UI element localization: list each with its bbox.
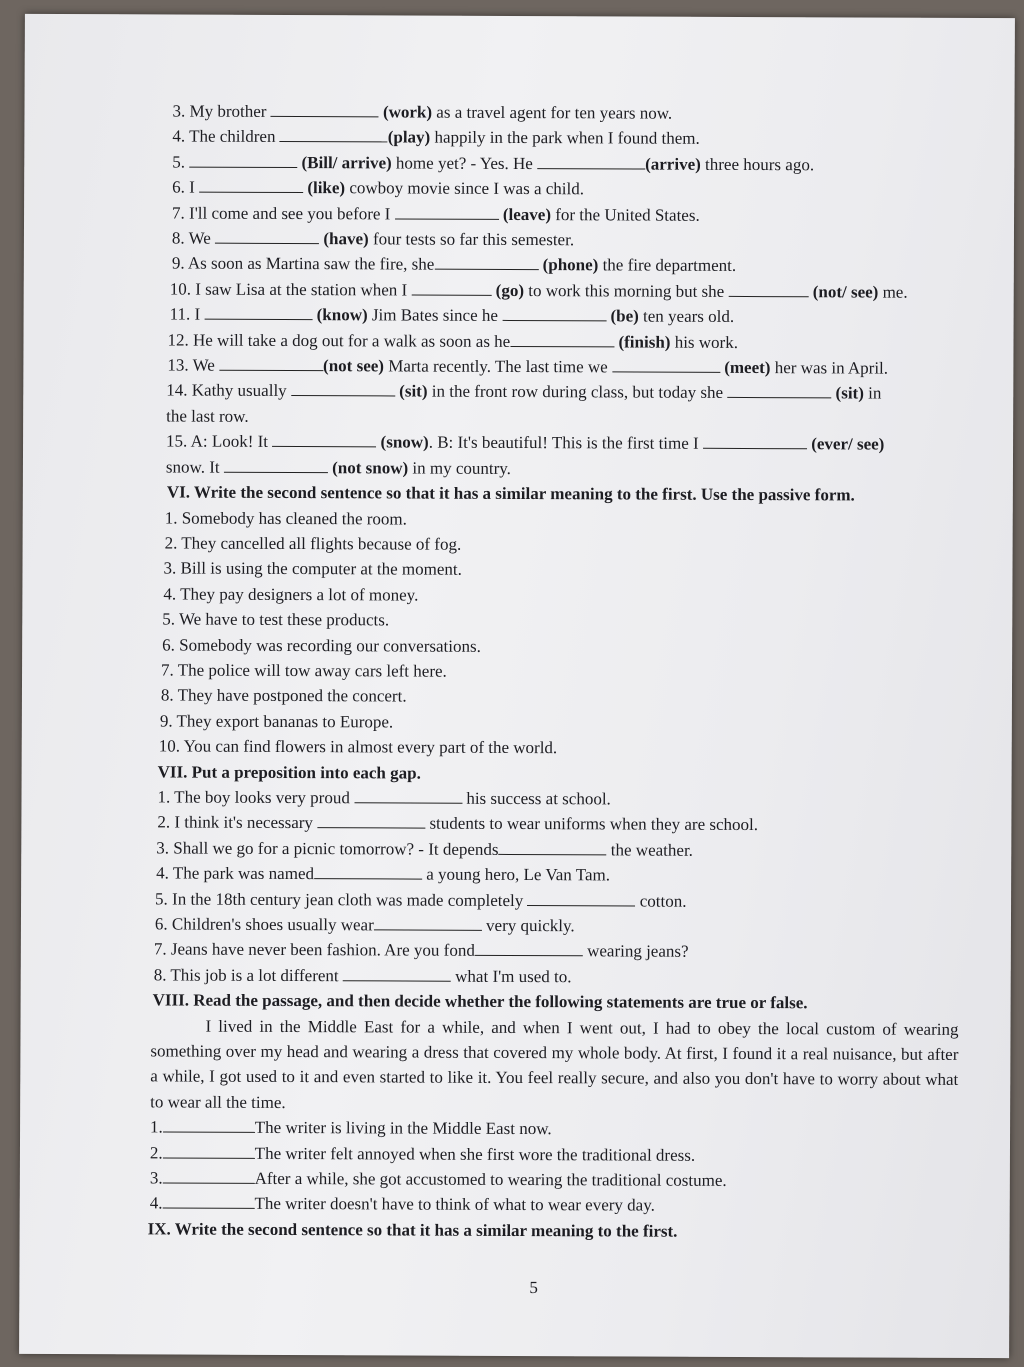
item-text: happily in the park when I found them. bbox=[430, 128, 700, 149]
item-text: 6. I bbox=[172, 177, 200, 197]
list-item: 2. They cancelled all flights because of fog. bbox=[164, 533, 462, 554]
item-number: 3. bbox=[149, 1168, 163, 1188]
item-number: 1. bbox=[150, 1117, 163, 1137]
list-item bbox=[131, 784, 961, 813]
item-text: four tests so far this semester. bbox=[368, 229, 575, 250]
item-text: cowboy movie since I was a child. bbox=[345, 178, 585, 199]
list-item: 7. The police will tow away cars left here. bbox=[161, 660, 447, 681]
exercise-line bbox=[133, 403, 963, 432]
verb-cue: (not see) bbox=[323, 356, 385, 376]
item-text: snow. It bbox=[165, 457, 224, 477]
list-item bbox=[131, 810, 961, 839]
exercise-line bbox=[134, 302, 964, 331]
exercise-line bbox=[134, 225, 964, 254]
item-text: 6. Children's shoes usually wear bbox=[154, 914, 374, 935]
item-text: 15. A: Look! It bbox=[166, 431, 273, 452]
list-item: 3. Bill is using the computer at the moment. bbox=[163, 558, 462, 580]
answer-blank[interactable] bbox=[219, 354, 323, 371]
item-text: The writer is living in the Middle East now. bbox=[254, 1118, 552, 1139]
item-text: 2. I think it's necessary bbox=[157, 812, 318, 833]
verb-cue: (finish) bbox=[618, 332, 671, 352]
list-item bbox=[131, 886, 961, 915]
exercise-line bbox=[134, 251, 964, 280]
exercise-line bbox=[133, 378, 963, 407]
true-false-item bbox=[130, 1191, 960, 1220]
verb-cue: (meet) bbox=[724, 357, 771, 378]
verb-cue: (go) bbox=[495, 280, 525, 300]
answer-blank[interactable] bbox=[395, 202, 499, 219]
answer-blank[interactable] bbox=[272, 430, 376, 447]
verb-cue: (work) bbox=[382, 102, 433, 122]
answer-blank[interactable] bbox=[434, 253, 538, 270]
item-text: ten years old. bbox=[638, 306, 735, 327]
answer-blank[interactable] bbox=[343, 964, 451, 981]
answer-blank[interactable] bbox=[374, 913, 482, 930]
verb-cue: (phone) bbox=[542, 255, 599, 275]
item-text: the weather. bbox=[606, 840, 693, 860]
list-item bbox=[131, 962, 961, 991]
answer-blank[interactable] bbox=[280, 125, 388, 142]
verb-cue: (ever/ see) bbox=[811, 434, 885, 454]
verb-cue: (have) bbox=[323, 229, 369, 249]
answer-blank[interactable] bbox=[502, 304, 606, 321]
exercise-line bbox=[133, 352, 963, 381]
item-text: the fire department. bbox=[598, 255, 737, 276]
item-text: in bbox=[863, 383, 882, 404]
list-item bbox=[131, 835, 961, 864]
answer-blank[interactable] bbox=[317, 812, 425, 829]
true-false-item bbox=[130, 1140, 960, 1169]
item-text: 4. The park was named bbox=[156, 863, 315, 884]
verb-cue: (not/ see) bbox=[812, 282, 879, 302]
exercise-line bbox=[133, 429, 963, 458]
item-number: 2. bbox=[149, 1143, 163, 1163]
item-text: 14. Kathy usually bbox=[166, 380, 291, 401]
item-text: 5. In the 18th century jean cloth was made completely bbox=[155, 889, 528, 910]
section-heading-vi: VI. Write the second sentence so that it has a similar meaning to the first. Use the passive form. bbox=[166, 482, 855, 505]
exercise-line bbox=[134, 175, 964, 204]
list-item: 5. We have to test these products. bbox=[162, 609, 390, 630]
item-text: the last row. bbox=[166, 406, 249, 426]
list-item: 9. They export bananas to Europe. bbox=[159, 711, 394, 732]
answer-blank[interactable] bbox=[314, 862, 422, 879]
answer-blank[interactable] bbox=[537, 152, 645, 169]
item-text: 9. As soon as Martina saw the fire, she bbox=[171, 253, 435, 275]
answer-blank[interactable] bbox=[224, 455, 328, 472]
answer-blank[interactable] bbox=[162, 1192, 254, 1209]
worksheet-content bbox=[130, 98, 965, 1245]
exercise-line bbox=[133, 327, 963, 356]
answer-blank[interactable] bbox=[703, 432, 807, 449]
answer-blank[interactable] bbox=[354, 786, 462, 803]
item-text: his success at school. bbox=[462, 788, 611, 809]
item-text: a young hero, Le Van Tam. bbox=[421, 864, 611, 885]
verb-cue: (like) bbox=[307, 178, 346, 198]
item-text: 7. I'll come and see you before I bbox=[172, 203, 395, 224]
item-text: The writer felt annoyed when she first wore the traditional dress. bbox=[254, 1143, 696, 1165]
item-text: 12. He will take a dog out for a walk as soon as he bbox=[167, 330, 511, 351]
answer-blank[interactable] bbox=[204, 303, 312, 320]
answer-blank[interactable] bbox=[528, 889, 636, 906]
answer-blank[interactable] bbox=[475, 939, 583, 956]
verb-cue: (sit) bbox=[399, 381, 428, 402]
answer-blank[interactable] bbox=[215, 227, 319, 244]
verb-cue: (be) bbox=[610, 306, 639, 326]
item-text: 3. My brother bbox=[172, 101, 271, 121]
item-text: Jim Bates since he bbox=[367, 305, 503, 326]
true-false-item bbox=[130, 1115, 960, 1144]
exercise-line bbox=[134, 124, 964, 153]
item-text: wearing jeans? bbox=[582, 941, 689, 962]
exercise-line bbox=[134, 276, 964, 305]
answer-blank[interactable] bbox=[163, 1116, 255, 1133]
item-text: 1. The boy looks very proud bbox=[157, 787, 355, 808]
answer-blank[interactable] bbox=[163, 1167, 255, 1184]
item-text: his work. bbox=[670, 332, 739, 352]
item-text: in my country. bbox=[408, 458, 512, 478]
item-text: 8. This job is a lot different bbox=[153, 965, 343, 986]
true-false-item bbox=[130, 1165, 960, 1194]
verb-cue: (leave) bbox=[502, 204, 552, 224]
list-item bbox=[131, 911, 961, 940]
item-text: 11. I bbox=[169, 304, 205, 324]
worksheet-page bbox=[19, 14, 1015, 1358]
verb-cue: (not snow) bbox=[332, 457, 409, 478]
list-item: 8. They have postponed the concert. bbox=[160, 685, 407, 706]
item-text: home yet? - Yes. He bbox=[391, 153, 538, 173]
answer-blank[interactable] bbox=[499, 838, 607, 855]
item-text: me. bbox=[878, 282, 908, 302]
item-text: 5. bbox=[172, 152, 190, 172]
answer-blank[interactable] bbox=[189, 150, 297, 167]
item-text: 4. The children bbox=[172, 126, 280, 147]
answer-blank[interactable] bbox=[411, 278, 491, 295]
answer-blank[interactable] bbox=[163, 1141, 255, 1158]
list-item: 4. They pay designers a lot of money. bbox=[163, 584, 419, 605]
exercise-line bbox=[134, 200, 964, 229]
answer-blank[interactable] bbox=[291, 379, 395, 396]
answer-blank[interactable] bbox=[727, 381, 831, 398]
item-text: what I'm used to. bbox=[450, 966, 572, 987]
item-text: very quickly. bbox=[481, 915, 575, 936]
answer-blank[interactable] bbox=[510, 330, 614, 347]
item-text: as a travel agent for ten years now. bbox=[432, 102, 673, 123]
exercise-line bbox=[133, 454, 963, 483]
item-text: . B: It's beautiful! This is the first time I bbox=[428, 432, 704, 454]
exercise-line bbox=[134, 149, 964, 178]
item-text: 3. Shall we go for a picnic tomorrow? - It depends bbox=[156, 838, 499, 859]
answer-blank[interactable] bbox=[612, 355, 720, 372]
list-item: 6. Somebody was recording our conversations. bbox=[162, 634, 481, 656]
section-heading-viii: VIII. Read the passage, and then decide whether the following statements are true or false. bbox=[152, 990, 808, 1013]
list-item: 10. You can find flowers in almost every part of the world. bbox=[158, 736, 558, 758]
list-item: 1. Somebody has cleaned the room. bbox=[164, 507, 407, 529]
reading-passage: I lived in the Middle East for a while, and when I went out, I had to obey the local custom of wearing something over my head and wearing a dress that covered my whole body. At first, I found it a real nuisance, but after a while, I got used to it and even started to like it. You feel really secure, and also you don't have to worry about what to wear all the time. bbox=[150, 1016, 959, 1112]
item-text: After a while, she got accustomed to wearing the traditional costume. bbox=[254, 1168, 727, 1190]
answer-blank[interactable] bbox=[728, 280, 808, 297]
verb-cue: (sit) bbox=[835, 383, 864, 403]
item-text: her was in April. bbox=[770, 358, 889, 378]
item-text: three hours ago. bbox=[700, 154, 815, 175]
verb-cue: (Bill/ arrive) bbox=[301, 152, 392, 173]
item-text: 7. Jeans have never been fashion. Are you fond bbox=[153, 939, 475, 961]
section-heading-ix: IX. Write the second sentence so that it has a similar meaning to the first. bbox=[147, 1219, 678, 1241]
section-heading-vii: VII. Put a preposition into each gap. bbox=[157, 761, 421, 783]
item-text: 13. We bbox=[167, 355, 220, 375]
verb-cue: (arrive) bbox=[645, 154, 701, 174]
verb-cue: (snow) bbox=[380, 432, 429, 452]
item-number: 4. bbox=[149, 1193, 163, 1213]
exercise-line bbox=[134, 98, 964, 127]
verb-cue: (play) bbox=[387, 127, 431, 148]
verb-cue: (know) bbox=[316, 305, 368, 325]
item-text: The writer doesn't have to think of what to wear every day. bbox=[254, 1194, 655, 1216]
item-text: 10. I saw Lisa at the station when I bbox=[169, 279, 412, 300]
answer-blank[interactable] bbox=[199, 176, 303, 193]
item-text: students to wear uniforms when they are school. bbox=[425, 813, 759, 835]
list-item bbox=[131, 861, 961, 890]
item-text: to work this morning but she bbox=[523, 280, 729, 301]
item-text: in the front row during class, but today she bbox=[427, 382, 728, 403]
list-item bbox=[131, 937, 961, 966]
page-number: 5 bbox=[529, 1278, 538, 1298]
answer-blank[interactable] bbox=[271, 100, 379, 117]
item-text: 8. We bbox=[171, 228, 216, 248]
item-text: Marta recently. The last time we bbox=[383, 356, 613, 377]
item-text: for the United States. bbox=[550, 204, 700, 225]
item-text: cotton. bbox=[635, 891, 687, 911]
